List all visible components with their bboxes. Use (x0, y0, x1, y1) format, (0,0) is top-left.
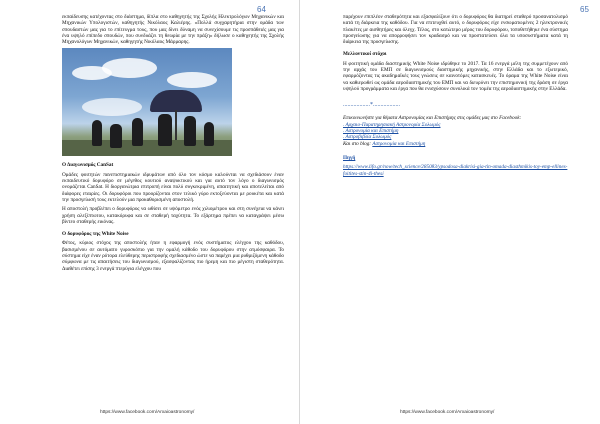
group-link-1[interactable]: . Αρχαιο-Παρατηρησιακή Αστρονομία Σολωμός (343, 121, 441, 128)
group-link-2[interactable]: . Αστρονομία και Επιστήμη (343, 128, 399, 135)
page-number: 64 (257, 5, 266, 14)
separator: ..................*.................. (343, 102, 400, 109)
mission-paragraph: Η αποστολή προβλέπει ο δορυφόρος να ωθίσει σε υψόμετρο ενός χιλιομέτρου και στη συνέχεια να κάνει χρήση αλεξίπτωτου, κατακόρυφα και σε σταθερή ταχύτητα. Το εξάρτημα πρέπει να καταγράψει μέσω βίντεο σταθερής εικόνας. (62, 206, 284, 225)
page-number: 65 (580, 5, 589, 14)
right-column (343, 14, 568, 180)
white-noise-paragraph: Φέτος, κύριος στόχος της αποστολής ήταν η εφαρμογή ενός συστήματος ελέγχου της καθόδου, βασισμένου σε αυτόματο γυροσκόπιο για την ομαλή κάθοδο του δορυφόρου στην ατμόσφαιρα. Το σύστημα είχε έναν ρότορα ελεύθερης περιστροφής σχεδιασμένο ώστε να παρέχει μια ρυθμιζόμενη κάθοδο σύμφωνα με τις απαιτήσεις του διαγωνισμού, εξασφαλίζοντας πιο ήρεμη και πιο μέγιστη σταθερότητα. Διαθέτει επίσης 3 ενεργά πτερύγια ελέγχου που (62, 240, 284, 272)
blog-link[interactable]: Αστρονομία και Επιστήμη (372, 140, 426, 147)
footer-link[interactable]: https://www.facebook.com/Arxaioastronomy/ (400, 410, 495, 415)
future-goals-heading: Μελλοντικοί στόχοι (343, 51, 387, 58)
blog-prefix: Και στο blog: (343, 140, 372, 147)
cansat-heading: Ο Διαγωνισμός CanSat (62, 162, 114, 169)
right-page (300, 0, 600, 424)
continued-paragraph: παρέχουν επιπλέον σταθερότητα και εξασφαλίζουν ότι ο δορυφόρος θα διατηρεί σταθερό προσανατολισμό κατά τη διάρκεια της καθόδου. Για να επιτευχθεί αυτό, ο δορυφόρος είχε ενσωματωμένες 2 ηλεκτρονικές πλακέτες με αισθητήρες και όλεγχ. Τέλος, στο κατώτερο μέρος του δορυφόρου, τοποθετήθηκε ένα σύστημα προσγείωσης για να απορροφήσει τον κραδασμό και να προστατεύσει όλα τα υποσυστήματα κατά τη διάρκεια της προσγείωσης. (343, 14, 568, 46)
source-label: Πηγή (343, 155, 356, 162)
follow-text: Επικοινωνήστε για θέματα Αστρονομίας και Επιστήμης στις ομάδες μας στο Facebook: (343, 114, 522, 121)
team-photo (62, 48, 232, 156)
source-url-link[interactable]: https://www.lifo.gr/now/tech_science/285083/ypsodosa-diakrisi-gia-tin-omada-diasthmikis-toy-emp-ellines-foitites-stin-4i-thesi (343, 164, 568, 177)
blog-line (343, 141, 568, 147)
future-goals-paragraph: Η φοιτητική ομάδα διαστημικής White Noise ιδρύθηκε το 2017. Τα 16 ενεργά μέλη της συμμετέχουν από την αρχάς του ΕΜΠ σε διαγωνισμούς διαστημικής μηχανικής, στην Ελλάδα και το εξωτερικό, εφαρμόζοντας τις ακαδημαϊκές τους γνώσεις σε καινοτόμες κατασκευές. Το όραμα της White Noise είναι να καθιερωθεί ως ομάδα αεροδιαστημικής του ΕΜΠ και να διευρύνει την επιστημονική της δράση σε έργα υψηλού προγράμματα και έργα που θα ενισχύσουν συνολικά τον τομέα της αεροδιαστημικής στην Ελλάδα. (343, 60, 568, 92)
cansat-paragraph: Ομάδες φοιτητών πανεπιστημιακών ιδρυμάτων από όλο τον κόσμο καλούνται να σχεδιάσουν έναν εκπαιδευτικό δορυφόρο σε μέγεθος κουτιού αναψυκτικού και για αυτό τον λόγο ο διαγωνισμός ονομάζεται CanSat. Η διοργανώτρια επιτροπή είναι πολύ συγκεκριμένη, απαιτητική και αποτελείται από διάφορες εταιρίες. Οι δορυφόροι που προορίζονται στον τελικό γύρο εκτοξεύονται με ρουκέτα και κατά την προσγείωσή τους εκτελούν μια προκαθορισμένη αποστολή. (62, 171, 284, 203)
intro-paragraph: εκπαίδευσης κατέχοντας στο διάστημα, δίπλα στο καθηγητής της Σχολής Ηλεκτρολόγων Μηχανικών και Μηχανικών Υπολογιστών, καθηγητής Νικόλαος Καλιέρης. «Πολλά συγχαρητήρια στην ομάδα των σπουδαστών μας για το επίτευγμα τους, που μας δίνει δύναμη να συνεχίσουμε τις προσπάθειές μας για ένα υψηλό επίπεδο σπουδών, που συνδυάζει τη θεωρία με την πράξη» δήλωσε ο καθηγητής της Σχολής Μηχανολόγων Μηχανικών, καθηγητής Νικόλαος Μάρμαρης. (62, 14, 284, 46)
footer-link[interactable]: https://www.facebook.com/Arxaioastronomy/ (100, 410, 195, 415)
white-noise-heading: Ο δορυφόρος της White Noise (62, 231, 129, 238)
group-link-3[interactable]: . Αστροβιβλία Σολωμός (343, 134, 392, 141)
left-column (62, 14, 284, 275)
